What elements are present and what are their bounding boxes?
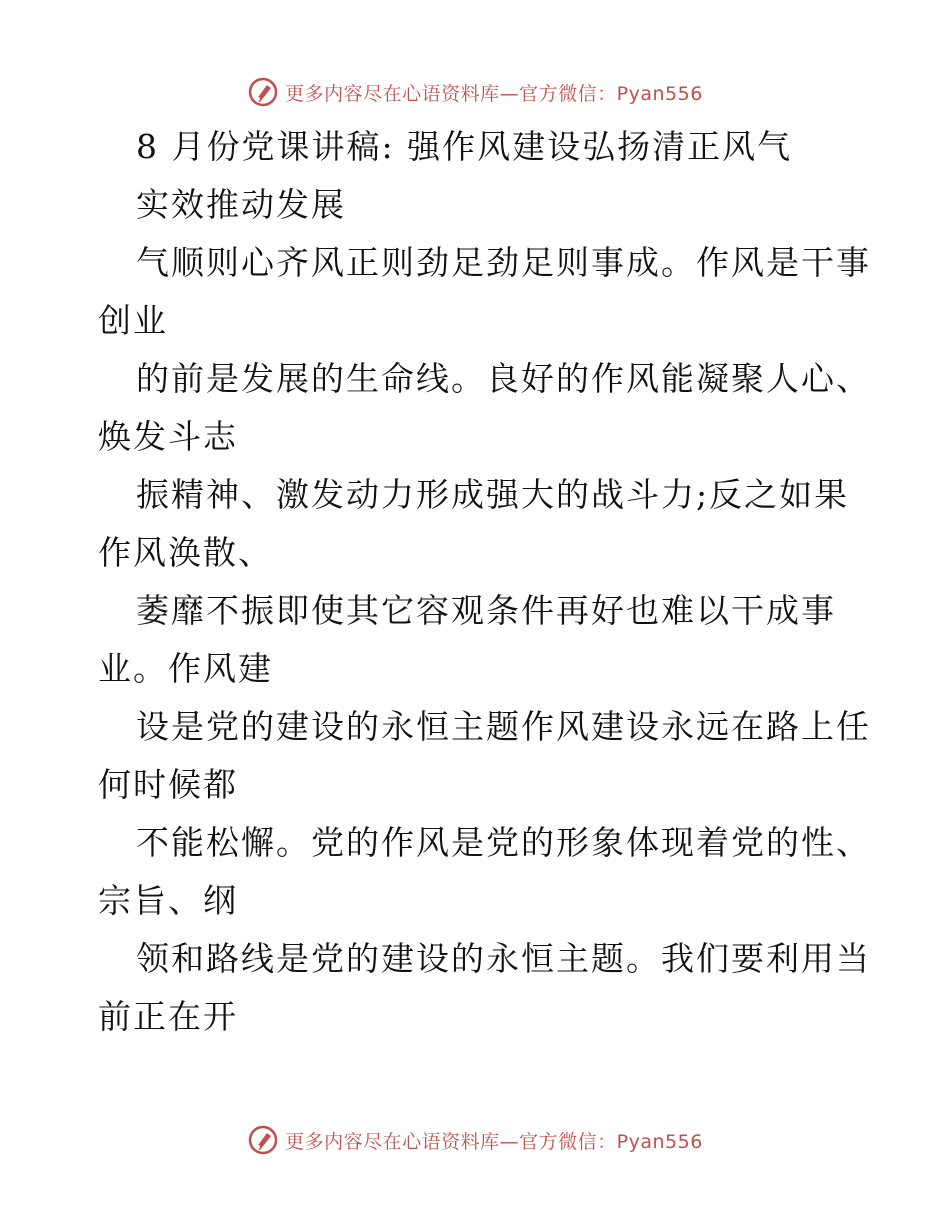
text-line: 焕发斗志 xyxy=(98,417,238,456)
footer-banner xyxy=(0,1118,950,1162)
text-line: 8 月份党课讲稿: 强作风建设弘扬清正风气 xyxy=(136,127,793,166)
header-wechat-id: Pyan556 xyxy=(616,82,703,105)
text-line: 设是党的建设的永恒主题作风建设永远在路上任 xyxy=(136,707,871,746)
text-line: 宗旨、纲 xyxy=(98,881,238,920)
text-line: 业。作风建 xyxy=(98,649,273,688)
text-line: 不能松懈。党的作风是党的形象体现着党的性、 xyxy=(136,823,871,862)
text-line: 萎靡不振即使其它容观条件再好也难以干成事 xyxy=(136,591,836,630)
text-line: 作风涣散、 xyxy=(98,533,273,572)
pen-logo-icon xyxy=(247,1124,279,1156)
text-line: 的前是发展的生命线。良好的作风能凝聚人心、 xyxy=(136,359,871,398)
text-line: 领和路线是党的建设的永恒主题。我们要利用当 xyxy=(136,939,871,978)
text-line: 创业 xyxy=(98,301,168,340)
header-promo-text xyxy=(285,79,703,106)
text-line: 实效推动发展 xyxy=(136,185,346,224)
footer-promo-text xyxy=(285,1127,703,1154)
header-promo: 更多内容尽在心语资料库—官方微信： xyxy=(285,82,617,105)
footer-promo: 更多内容尽在心语资料库—官方微信： xyxy=(285,1130,617,1153)
text-line: 前正在开 xyxy=(98,997,238,1036)
text-line: 气顺则心齐风正则劲足劲足则事成。作风是干事 xyxy=(136,243,871,282)
pen-logo-icon xyxy=(247,76,279,108)
header-banner xyxy=(0,70,950,114)
document-body xyxy=(98,118,871,1046)
footer-wechat-id: Pyan556 xyxy=(616,1130,703,1153)
text-line: 何时候都 xyxy=(98,765,238,804)
text-line: 振精神、激发动力形成强大的战斗力;反之如果 xyxy=(136,475,850,514)
